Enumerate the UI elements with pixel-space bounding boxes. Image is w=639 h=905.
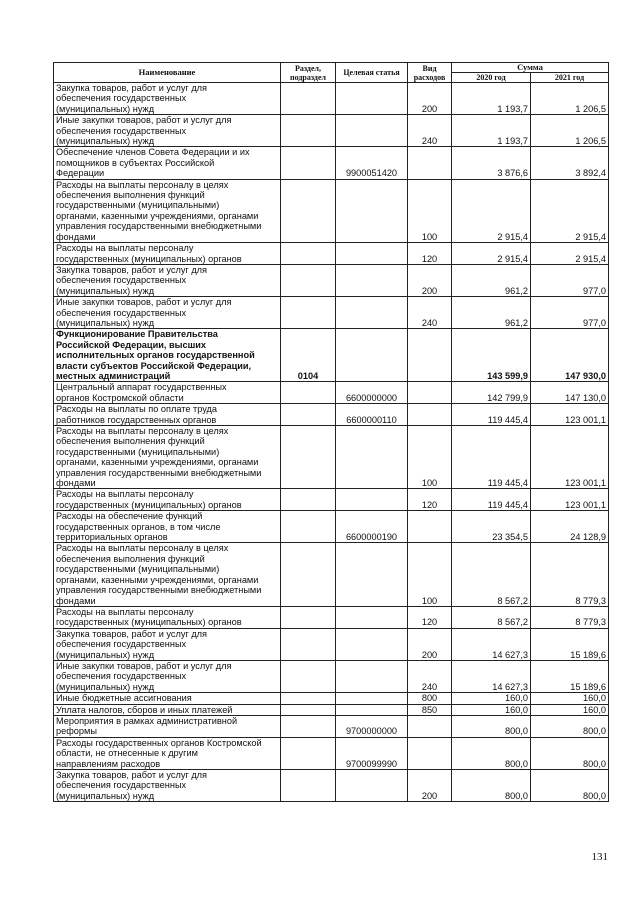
cell-target: [336, 83, 408, 115]
cell-section: [281, 179, 336, 242]
cell-type: [408, 715, 452, 737]
cell-target: [336, 770, 408, 802]
cell-target: [336, 693, 408, 704]
cell-section: [281, 147, 336, 179]
cell-type: 200: [408, 83, 452, 115]
table-row: [54, 115, 609, 147]
table-row: [54, 382, 609, 404]
cell-name: Расходы на выплаты персоналу в целях обеспечения выполнения функций государственными (муниципальными) органами, казенными учреждениями, органами управления государственными внебюджетными фондами: [54, 179, 281, 242]
cell-2020: 160,0: [452, 704, 531, 715]
cell-section: [281, 115, 336, 147]
cell-section: [281, 264, 336, 296]
cell-name: Мероприятия в рамках административной реформы: [54, 715, 281, 737]
table-row: [54, 606, 609, 628]
cell-2021: 123 001,1: [531, 489, 609, 511]
cell-2020: 961,2: [452, 264, 531, 296]
header-year-2020: 2020 год: [452, 73, 531, 83]
cell-2020: 119 445,4: [452, 426, 531, 489]
cell-2020: 3 876,6: [452, 147, 531, 179]
cell-name: Обеспечение членов Совета Федерации и их помощников в субъектах Российской Федерации: [54, 147, 281, 179]
cell-2020: 119 445,4: [452, 489, 531, 511]
cell-2021: 977,0: [531, 297, 609, 329]
cell-2021: 1 206,5: [531, 115, 609, 147]
cell-section: [281, 83, 336, 115]
cell-2021: 147 930,0: [531, 329, 609, 382]
table-row: [54, 426, 609, 489]
cell-target: [336, 297, 408, 329]
cell-name: Закупка товаров, работ и услуг для обеспечения государственных (муниципальных) нужд: [54, 628, 281, 660]
cell-name: Расходы на выплаты персоналу в целях обеспечения выполнения функций государственными (муниципальными) органами, казенными учреждениями, органами управления государственными внебюджетными фондами: [54, 543, 281, 606]
cell-name: Иные бюджетные ассигнования: [54, 693, 281, 704]
header-year-2021: 2021 год: [531, 73, 609, 83]
cell-type: 120: [408, 243, 452, 265]
table-row: [54, 543, 609, 606]
cell-section: [281, 770, 336, 802]
cell-2021: 24 128,9: [531, 511, 609, 543]
cell-name: Расходы государственных органов Костромской области, не отнесенные к другим направлениям расходов: [54, 737, 281, 769]
cell-target: [336, 115, 408, 147]
cell-2020: 800,0: [452, 770, 531, 802]
cell-target: [336, 426, 408, 489]
cell-type: 200: [408, 770, 452, 802]
cell-type: [408, 147, 452, 179]
cell-name: Закупка товаров, работ и услуг для обеспечения государственных (муниципальных) нужд: [54, 83, 281, 115]
cell-2021: 2 915,4: [531, 243, 609, 265]
cell-2020: 800,0: [452, 737, 531, 769]
cell-2020: 23 354,5: [452, 511, 531, 543]
cell-section: 0104: [281, 329, 336, 382]
cell-section: [281, 426, 336, 489]
cell-name: Расходы на выплаты по оплате труда работников государственных органов: [54, 404, 281, 426]
table-row: [54, 693, 609, 704]
cell-type: [408, 737, 452, 769]
cell-target: 6600000000: [336, 382, 408, 404]
cell-name: Уплата налогов, сборов и иных платежей: [54, 704, 281, 715]
cell-target: [336, 628, 408, 660]
cell-2021: 977,0: [531, 264, 609, 296]
header-section: Раздел, подраздел: [281, 63, 336, 83]
cell-name: Иные закупки товаров, работ и услуг для обеспечения государственных (муниципальных) нужд: [54, 297, 281, 329]
cell-name: Расходы на выплаты персоналу в целях обеспечения выполнения функций государственными (муниципальными) органами, казенными учреждениями, органами управления государственными внебюджетными фондами: [54, 426, 281, 489]
cell-2020: 14 627,3: [452, 628, 531, 660]
cell-target: 9700000000: [336, 715, 408, 737]
cell-target: [336, 543, 408, 606]
cell-section: [281, 606, 336, 628]
cell-name: Закупка товаров, работ и услуг для обеспечения государственных (муниципальных) нужд: [54, 770, 281, 802]
cell-type: 120: [408, 489, 452, 511]
table-row: [54, 264, 609, 296]
cell-2021: 800,0: [531, 770, 609, 802]
cell-2021: 160,0: [531, 704, 609, 715]
cell-2020: 8 567,2: [452, 606, 531, 628]
cell-type: 850: [408, 704, 452, 715]
cell-2020: 8 567,2: [452, 543, 531, 606]
cell-2021: 800,0: [531, 715, 609, 737]
cell-type: 800: [408, 693, 452, 704]
cell-section: [281, 628, 336, 660]
cell-2020: 143 599,9: [452, 329, 531, 382]
cell-section: [281, 543, 336, 606]
cell-section: [281, 297, 336, 329]
cell-target: [336, 704, 408, 715]
table-row: [54, 83, 609, 115]
cell-section: [281, 511, 336, 543]
cell-name: Расходы на выплаты персоналу государственных (муниципальных) органов: [54, 489, 281, 511]
cell-type: [408, 404, 452, 426]
cell-section: [281, 693, 336, 704]
table-row: [54, 770, 609, 802]
table-row: [54, 147, 609, 179]
cell-type: 120: [408, 606, 452, 628]
cell-2020: 14 627,3: [452, 660, 531, 692]
table-row: [54, 628, 609, 660]
cell-section: [281, 737, 336, 769]
cell-2021: 8 779,3: [531, 606, 609, 628]
table-header: [54, 63, 609, 83]
cell-target: 6600000110: [336, 404, 408, 426]
table-row: [54, 704, 609, 715]
cell-type: [408, 382, 452, 404]
cell-2021: 123 001,1: [531, 404, 609, 426]
cell-type: 200: [408, 628, 452, 660]
cell-target: [336, 489, 408, 511]
cell-name: Расходы на обеспечение функций государственных органов, в том числе территориальных органов: [54, 511, 281, 543]
header-type: Вид расходов: [408, 63, 452, 83]
cell-section: [281, 489, 336, 511]
cell-name: Расходы на выплаты персоналу государственных (муниципальных) органов: [54, 243, 281, 265]
table-row: [54, 243, 609, 265]
table-row: [54, 179, 609, 242]
cell-2021: 3 892,4: [531, 147, 609, 179]
table-body: [54, 83, 609, 802]
cell-2020: 1 193,7: [452, 83, 531, 115]
header-sum: Сумма: [452, 63, 609, 73]
cell-name: Центральный аппарат государственных органов Костромской области: [54, 382, 281, 404]
cell-section: [281, 660, 336, 692]
cell-name: Иные закупки товаров, работ и услуг для обеспечения государственных (муниципальных) нужд: [54, 115, 281, 147]
cell-type: [408, 511, 452, 543]
cell-name: Закупка товаров, работ и услуг для обеспечения государственных (муниципальных) нужд: [54, 264, 281, 296]
cell-target: [336, 243, 408, 265]
cell-name: Функционирование Правительства Российской Федерации, высших исполнительных органов государственной власти субъектов Российской Федерации, местных администраций: [54, 329, 281, 382]
table-row: [54, 404, 609, 426]
cell-2020: 2 915,4: [452, 179, 531, 242]
cell-2020: 142 799,9: [452, 382, 531, 404]
cell-2020: 1 193,7: [452, 115, 531, 147]
table-row: [54, 511, 609, 543]
cell-name: Иные закупки товаров, работ и услуг для обеспечения государственных (муниципальных) нужд: [54, 660, 281, 692]
cell-2021: 8 779,3: [531, 543, 609, 606]
cell-2020: 961,2: [452, 297, 531, 329]
table-row: [54, 329, 609, 382]
cell-2021: 123 001,1: [531, 426, 609, 489]
cell-section: [281, 404, 336, 426]
cell-type: 240: [408, 297, 452, 329]
cell-2020: 800,0: [452, 715, 531, 737]
cell-target: [336, 179, 408, 242]
cell-target: [336, 606, 408, 628]
table-row: [54, 660, 609, 692]
cell-2021: 15 189,6: [531, 660, 609, 692]
table-row: [54, 297, 609, 329]
cell-type: 240: [408, 115, 452, 147]
cell-target: 9900051420: [336, 147, 408, 179]
cell-2020: 160,0: [452, 693, 531, 704]
cell-2020: 119 445,4: [452, 404, 531, 426]
cell-2021: 15 189,6: [531, 628, 609, 660]
cell-2021: 147 130,0: [531, 382, 609, 404]
cell-section: [281, 704, 336, 715]
cell-section: [281, 243, 336, 265]
cell-type: 100: [408, 179, 452, 242]
budget-table: [53, 62, 609, 802]
cell-type: 240: [408, 660, 452, 692]
table-row: [54, 489, 609, 511]
table-row: [54, 737, 609, 769]
cell-target: 9700099990: [336, 737, 408, 769]
header-target: Целевая статья: [336, 63, 408, 83]
cell-section: [281, 382, 336, 404]
cell-target: 6600000190: [336, 511, 408, 543]
cell-2021: 1 206,5: [531, 83, 609, 115]
page-number: 131: [591, 851, 608, 863]
cell-target: [336, 329, 408, 382]
header-name: Наименование: [54, 63, 281, 83]
cell-2020: 2 915,4: [452, 243, 531, 265]
cell-type: 100: [408, 543, 452, 606]
cell-type: 100: [408, 426, 452, 489]
cell-target: [336, 264, 408, 296]
cell-target: [336, 660, 408, 692]
table-row: [54, 715, 609, 737]
cell-type: [408, 329, 452, 382]
cell-2021: 160,0: [531, 693, 609, 704]
cell-name: Расходы на выплаты персоналу государственных (муниципальных) органов: [54, 606, 281, 628]
cell-type: 200: [408, 264, 452, 296]
cell-2021: 2 915,4: [531, 179, 609, 242]
cell-2021: 800,0: [531, 737, 609, 769]
cell-section: [281, 715, 336, 737]
